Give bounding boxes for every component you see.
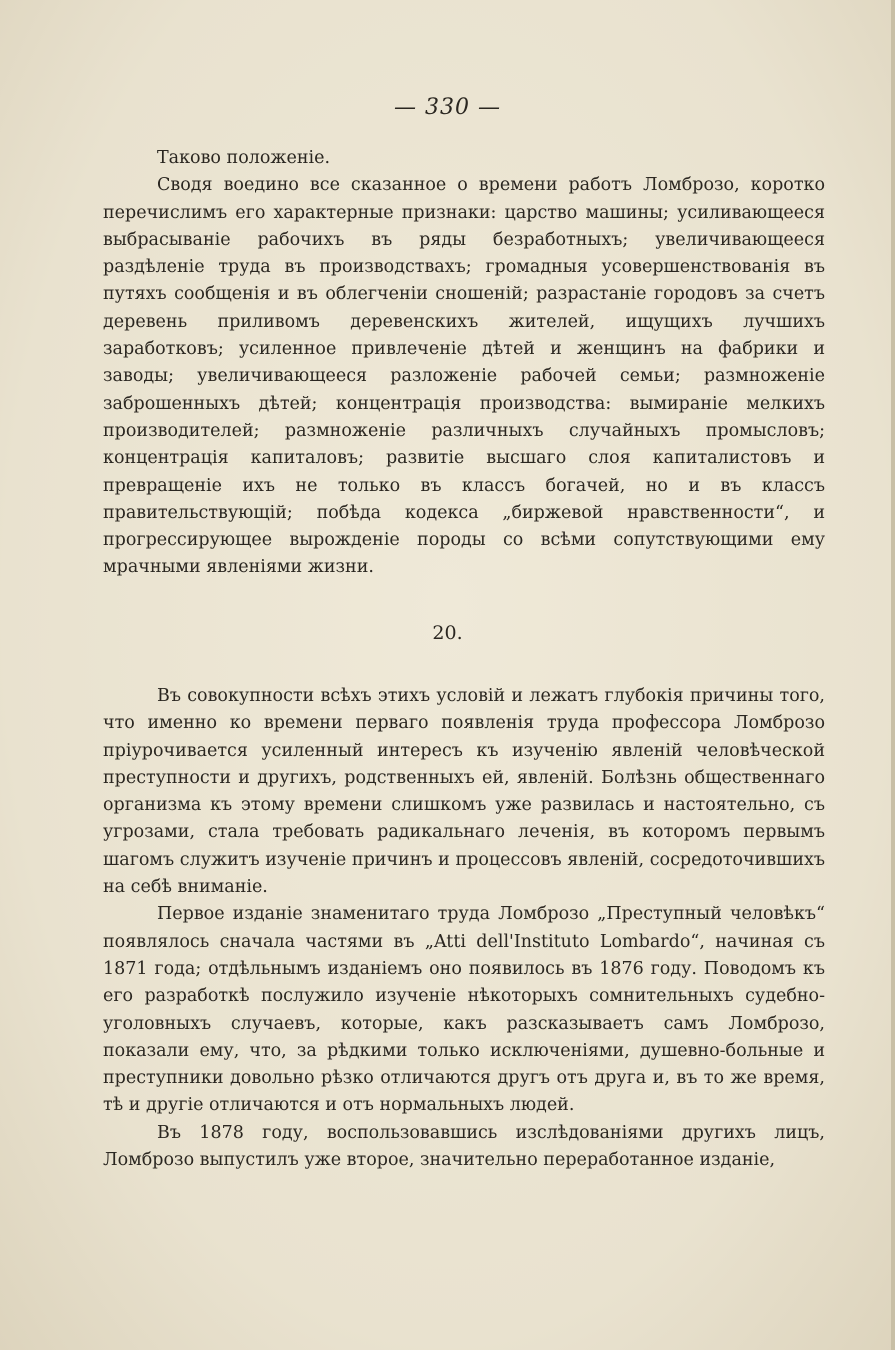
page-number: — 330 — — [394, 95, 501, 120]
paragraph-summary-list: Сводя воедино все сказанное о времени работъ Ломброзо, коротко перечислимъ его характерные признаки: царство машины; усиливающееся выбрасываніе рабочихъ въ ряды безработныхъ; увеличивающееся раздѣленіе труда въ производствахъ; громадныя усовершенствованія въ путяхъ сообщенія и въ облегченіи сношеній; разрастаніе городовъ за счетъ деревень приливомъ деревенскихъ жителей, ищущихъ лучшихъ заработковъ; усиленное привлеченіе дѣтей и женщинъ на фабрики и заводы; увеличивающееся разложеніе рабочей семьи; размноженіе заброшенныхъ дѣтей; концентрація производства: вымираніе мелкихъ производителей; размноженіе различныхъ случайныхъ промысловъ; концентрація капиталовъ; развитіе высшаго слоя капиталистовъ и превращеніе ихъ не только въ классъ богачей, но и въ классъ правительствующій; побѣда кодекса „биржевой нравственности“, и прогрессирующее вырожденіе породы со всѣми сопутствующими ему мрачными явленіями жизни. — [103, 175, 825, 578]
text-block-bottom — [103, 683, 825, 1174]
text-block-top — [103, 145, 825, 582]
paragraph-first-edition: Первое изданіе знаменитаго труда Ломброзо „Преступный человѣкъ“ появлялось сначала частями въ „Atti dell'Instituto Lombardo“, начиная съ 1871 года; отдѣльнымъ изданіемъ оно появилось въ 1876 году. Поводомъ къ его разработкѣ послужило изученіе нѣкоторыхъ сомнительныхъ судебно-уголовныхъ случаевъ, которые, какъ разсказываетъ самъ Ломброзо, показали ему, что, за рѣдкими только исключеніями, душевно-больные и преступники довольно рѣзко отличаются другъ отъ друга и, въ то же время, тѣ и другіе отличаются и отъ нормальныхъ людей. — [103, 904, 825, 1116]
paragraph-second-edition: Въ 1878 году, воспользовавшись изслѣдованіями другихъ лицъ, Ломброзо выпустилъ уже второе, значительно переработанное изданіе, — [103, 1122, 825, 1171]
section-number: 20. — [432, 622, 463, 644]
page-edge — [891, 0, 895, 1350]
paragraph-causes: Въ совокупности всѣхъ этихъ условій и лежатъ глубокія причины того, что именно ко времени перваго появленія труда профессора Ломброзо пріурочивается усиленный интересъ къ изученію явленій человѣческой преступности и другихъ, родственныхъ ей, явленій. Болѣзнь общественнаго организма къ этому времени слишкомъ уже развилась и настоятельно, съ угрозами, стала требовать радикальнаго леченія, въ которомъ первымъ шагомъ служитъ изученіе причинъ и процессовъ явленій, сосредоточившихъ на себѣ вниманіе. — [103, 686, 825, 898]
paragraph-summary-intro: Таково положеніе. — [157, 148, 331, 168]
